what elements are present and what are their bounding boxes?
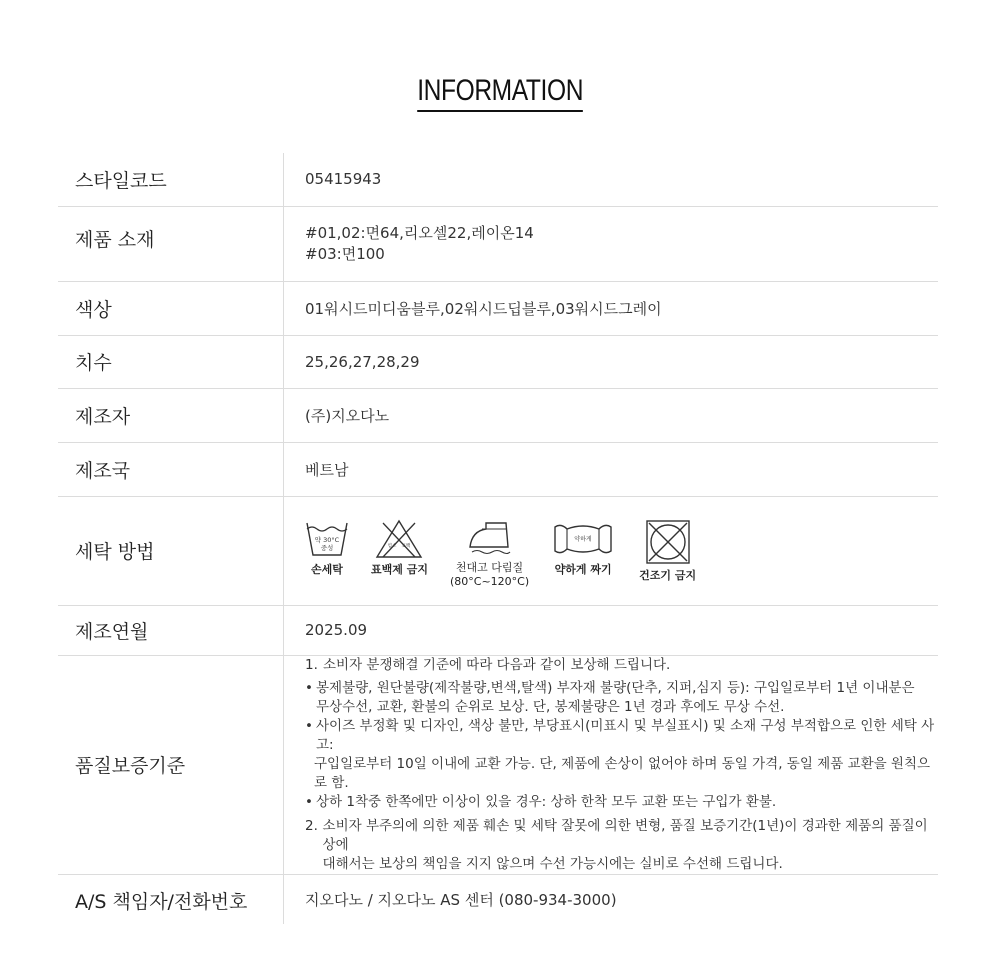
date-label: 제조연월 [58, 605, 284, 655]
hand-wash-neutral: 중성 [320, 543, 334, 552]
hand-wash-temp: 약 30°C [314, 535, 340, 544]
country-label: 제조국 [58, 442, 284, 496]
as-label: A/S 책임자/전화번호 [58, 874, 284, 924]
warranty-p2-l2: 대해서는 보상의 책임을 지지 않으며 수선 가능시에는 실비로 수선해 드립니다. [322, 855, 783, 872]
material-line-1: #01,02:면64,리오셀22,레이온14 [305, 223, 534, 242]
style-code-value: 05415943 [284, 153, 939, 206]
size-value: 25,26,27,28,29 [284, 335, 939, 388]
washing-value [284, 496, 939, 605]
no-bleach-chlorine: 염소 [388, 543, 397, 549]
warranty-num-2: 2. [305, 817, 318, 834]
maker-label: 제조자 [58, 388, 284, 442]
no-bleach-icon [373, 519, 425, 559]
warranty-bullet-1-l2: 무상수선, 교환, 환불의 순위로 보상. 단, 봉제불량은 1년 경과 후에도 무상 수선. [316, 698, 785, 715]
color-value: 01워시드미디움블루,02워시드딥블루,03워시드그레이 [284, 281, 939, 335]
info-table [58, 153, 938, 924]
material-value [284, 206, 939, 281]
material-label: 제품 소재 [58, 206, 284, 281]
warranty-bullet-2-l1: 사이즈 부정확 및 디자인, 색상 불만, 부당표시(미표시 및 부실표시) 및 소재 구성 부적합으로 인한 세탁 사고: [316, 717, 935, 753]
gentle-wring-inner: 약하게 [574, 535, 592, 543]
wash-item-dryer [639, 519, 696, 583]
wash-item-iron [450, 517, 529, 589]
no-tumble-dry-caption: 건조기 금지 [639, 568, 697, 582]
iron-icon [466, 517, 514, 557]
warranty-p1: 소비자 분쟁해결 기준에 따라 다음과 같이 보상해 드립니다. [323, 656, 671, 673]
warranty-bullet-3: • 상하 1착중 한쪽에만 이상이 있을 경우: 상하 한착 모두 교환 또는 구입가 환불. [305, 793, 938, 812]
no-bleach-bleach: 표백 [402, 543, 411, 549]
gentle-wring-icon [553, 519, 613, 559]
wash-item-wring [553, 519, 613, 577]
hand-wash-icon [305, 519, 349, 559]
color-label: 색상 [58, 281, 284, 335]
country-value: 베트남 [284, 442, 939, 496]
wash-item-hand [305, 519, 349, 577]
washing-label: 세탁 방법 [58, 496, 284, 605]
style-code-label: 스타일코드 [58, 153, 284, 206]
warranty-bullet-2: • 사이즈 부정확 및 디자인, 색상 불만, 부당표시(미표시 및 부실표시) 및 소재 구성 부적합으로 인한 세탁 사고: 구입일로부터 10일 이내에 교환 가능. 단, 제품에 손상이 없어야 하며 동일 가격, 동일 제품 교환을 원칙으로 함. [305, 717, 938, 793]
row-size [58, 335, 938, 388]
washing-icons [305, 497, 938, 605]
row-material [58, 206, 938, 281]
row-color [58, 281, 938, 335]
warranty-item-1 [305, 656, 938, 675]
warranty-p2-l1: 소비자 부주의에 의한 제품 훼손 및 세탁 잘못에 의한 변형, 품질 보증기간(1년)이 경과한 제품의 품질이상에 [322, 817, 928, 853]
maker-value: (주)지오다노 [284, 388, 939, 442]
row-as [58, 874, 938, 924]
page-title-text: INFORMATION [417, 74, 583, 112]
iron-temp-caption: (80°C~120°C) [449, 574, 530, 588]
warranty-num-1: 1. [305, 656, 318, 673]
warranty-value [284, 655, 939, 874]
row-country [58, 442, 938, 496]
hand-wash-caption: 손세탁 [311, 562, 343, 576]
as-value: 지오다노 / 지오다노 AS 센터 (080-934-3000) [305, 890, 617, 909]
row-warranty [58, 655, 938, 874]
row-maker [58, 388, 938, 442]
warranty-item-2 [305, 817, 938, 874]
no-tumble-dry-icon [645, 519, 691, 565]
warranty-bullet-1-l1: 봉제불량, 원단불량(제작불량,변색,탈색) 부자재 불량(단추, 지퍼,심지 등): 구입일로부터 1년 이내분은 [316, 679, 915, 696]
warranty-bullet-2-l2: 구입일로부터 10일 이내에 교환 가능. 단, 제품에 손상이 없어야 하며 동일 가격, 동일 제품 교환을 원칙으로 함. [314, 755, 931, 791]
row-washing [58, 496, 938, 605]
warranty-bullet-3-l1: 상하 1착중 한쪽에만 이상이 있을 경우: 상하 한착 모두 교환 또는 구입가 환불. [316, 793, 777, 810]
material-line-2: #03:면100 [305, 244, 385, 263]
iron-caption: 천대고 다림질 [455, 560, 524, 574]
gentle-wring-caption: 약하게 짜기 [554, 562, 612, 576]
row-date [58, 605, 938, 655]
row-style-code [58, 153, 938, 206]
warranty-text [305, 656, 938, 874]
date-value: 2025.09 [284, 605, 939, 655]
warranty-bullet-1: • 봉제불량, 원단불량(제작불량,변색,탈색) 부자재 불량(단추, 지퍼,심지 등): 구입일로부터 1년 이내분은 무상수선, 교환, 환불의 순위로 보상. 단, 봉제불량은 1년 경과 후에도 무상 수선. [305, 679, 938, 717]
no-bleach-caption: 표백제 금지 [371, 562, 428, 576]
page-title [0, 74, 1000, 112]
warranty-label: 품질보증기준 [58, 655, 284, 874]
wash-item-bleach [371, 519, 428, 577]
size-label: 치수 [58, 335, 284, 388]
